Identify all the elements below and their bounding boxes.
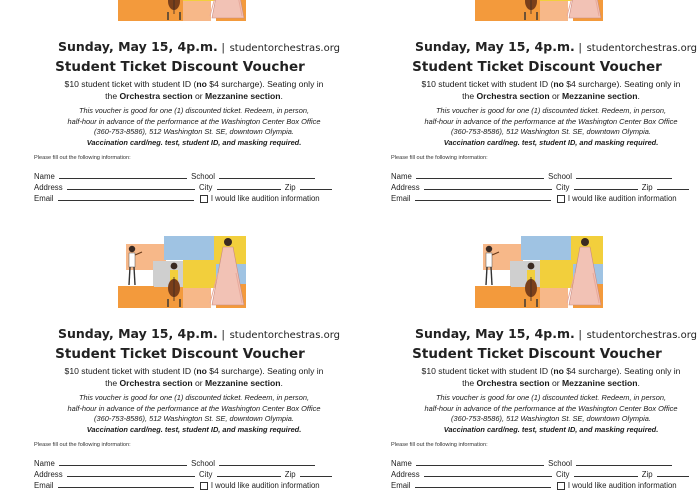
audition-label: I would like audition information	[210, 194, 320, 203]
audition-label: I would like audition information	[567, 481, 677, 490]
concert-illustration	[118, 233, 249, 308]
email-label: Email	[391, 194, 411, 203]
name-label: Name	[34, 459, 55, 468]
form-instructions: Please fill out the following information:	[34, 442, 131, 448]
city-field[interactable]	[574, 468, 638, 477]
info-form	[34, 170, 334, 203]
event-date: Sunday, May 15, 4p.m.	[415, 39, 575, 54]
city-field[interactable]	[574, 181, 638, 190]
zip-label: Zip	[641, 183, 653, 192]
city-label: City	[555, 470, 570, 479]
address-field[interactable]	[424, 181, 552, 190]
city-label: City	[198, 183, 213, 192]
email-field[interactable]	[58, 479, 194, 488]
voucher-title: Student Ticket Discount Voucher	[55, 346, 305, 362]
art-block	[540, 0, 573, 1]
art-block	[164, 236, 214, 260]
art-block	[540, 288, 568, 308]
checkbox-icon[interactable]	[200, 482, 208, 490]
concert-illustration	[475, 233, 606, 308]
zip-field[interactable]	[300, 181, 332, 190]
checkbox-icon[interactable]	[557, 195, 565, 203]
singer-illustration	[210, 0, 244, 18]
voucher-card	[367, 233, 700, 490]
art-block	[475, 0, 511, 21]
separator: |	[578, 42, 582, 54]
event-date-line	[415, 325, 700, 343]
art-block	[183, 260, 216, 288]
voucher-description: $10 student ticket with student ID (no $4 surcharge). Seating only in the Orchestra section or Mezzanine section.	[421, 79, 681, 101]
name-label: Name	[391, 172, 412, 181]
form-instructions: Please fill out the following information:	[391, 442, 488, 448]
art-block	[540, 1, 568, 21]
school-field[interactable]	[576, 457, 672, 466]
art-block	[521, 236, 571, 260]
name-field[interactable]	[416, 170, 544, 179]
email-field[interactable]	[415, 192, 551, 201]
audition-label: I would like audition information	[567, 194, 677, 203]
event-date-line	[415, 38, 700, 56]
zip-label: Zip	[284, 183, 296, 192]
address-field[interactable]	[424, 468, 552, 477]
art-block	[183, 1, 211, 21]
art-block	[475, 286, 511, 308]
email-field[interactable]	[58, 192, 194, 201]
school-field[interactable]	[219, 170, 315, 179]
event-date-line	[58, 325, 348, 343]
singer-illustration	[567, 0, 601, 18]
school-label: School	[548, 172, 572, 181]
email-field[interactable]	[415, 479, 551, 488]
concert-illustration	[475, 0, 606, 21]
city-field[interactable]	[217, 181, 281, 190]
form-instructions: Please fill out the following information:	[34, 155, 131, 161]
info-form	[391, 170, 691, 203]
separator: |	[221, 42, 225, 54]
voucher-terms: This voucher is good for one (1) discounted ticket. Redeem, in person, half-hour in advance of the performance at the Washington Center Box Office (360-753-8586), 512 Washington St. SE, downtown Olympia. Vaccination card/neg. test, student ID, and masking required.	[424, 393, 678, 434]
name-label: Name	[391, 459, 412, 468]
school-field[interactable]	[576, 170, 672, 179]
voucher-terms: This voucher is good for one (1) discounted ticket. Redeem, in person, half-hour in advance of the performance at the Washington Center Box Office (360-753-8586), 512 Washington St. SE, downtown Olympia. Vaccination card/neg. test, student ID, and masking required.	[424, 106, 678, 147]
voucher-terms: This voucher is good for one (1) discounted ticket. Redeem, in person, half-hour in advance of the performance at the Washington Center Box Office (360-753-8586), 512 Washington St. SE, downtown Olympia. Vaccination card/neg. test, student ID, and masking required.	[67, 106, 321, 147]
event-date: Sunday, May 15, 4p.m.	[58, 326, 218, 341]
voucher-title: Student Ticket Discount Voucher	[412, 346, 662, 362]
voucher-title: Student Ticket Discount Voucher	[55, 59, 305, 75]
voucher-card	[10, 233, 350, 490]
name-field[interactable]	[59, 457, 187, 466]
form-instructions: Please fill out the following information:	[391, 155, 488, 161]
school-label: School	[191, 172, 215, 181]
zip-label: Zip	[641, 470, 653, 479]
separator: |	[221, 329, 225, 341]
website-link[interactable]: studentorchestras.org	[229, 330, 340, 341]
zip-field[interactable]	[300, 468, 332, 477]
info-form	[34, 457, 334, 490]
voucher-card	[10, 0, 350, 203]
school-field[interactable]	[219, 457, 315, 466]
separator: |	[578, 329, 582, 341]
zip-field[interactable]	[657, 181, 689, 190]
voucher-description: $10 student ticket with student ID (no $4 surcharge). Seating only in the Orchestra section or Mezzanine section.	[421, 366, 681, 388]
address-label: Address	[34, 470, 63, 479]
city-field[interactable]	[217, 468, 281, 477]
voucher-description: $10 student ticket with student ID (no $4 surcharge). Seating only in the Orchestra section or Mezzanine section.	[64, 366, 324, 388]
website-link[interactable]: studentorchestras.org	[586, 330, 697, 341]
checkbox-icon[interactable]	[200, 195, 208, 203]
info-form	[391, 457, 691, 490]
name-label: Name	[34, 172, 55, 181]
voucher-card	[367, 0, 700, 203]
email-label: Email	[34, 481, 54, 490]
address-label: Address	[391, 183, 420, 192]
event-date-line	[58, 38, 348, 56]
voucher-title: Student Ticket Discount Voucher	[412, 59, 662, 75]
voucher-terms: This voucher is good for one (1) discounted ticket. Redeem, in person, half-hour in advance of the performance at the Washington Center Box Office (360-753-8586), 512 Washington St. SE, downtown Olympia. Vaccination card/neg. test, student ID, and masking required.	[67, 393, 321, 434]
address-field[interactable]	[67, 468, 195, 477]
concert-illustration	[118, 0, 249, 21]
audition-label: I would like audition information	[210, 481, 320, 490]
website-link[interactable]: studentorchestras.org	[229, 43, 340, 54]
event-date: Sunday, May 15, 4p.m.	[415, 326, 575, 341]
art-block	[183, 0, 216, 1]
event-date: Sunday, May 15, 4p.m.	[58, 39, 218, 54]
checkbox-icon[interactable]	[557, 482, 565, 490]
address-field[interactable]	[67, 181, 195, 190]
art-block	[118, 286, 154, 308]
email-label: Email	[34, 194, 54, 203]
art-block	[540, 260, 573, 288]
zip-label: Zip	[284, 470, 296, 479]
city-label: City	[198, 470, 213, 479]
art-block	[183, 288, 211, 308]
name-field[interactable]	[59, 170, 187, 179]
address-label: Address	[391, 470, 420, 479]
school-label: School	[191, 459, 215, 468]
voucher-description: $10 student ticket with student ID (no $4 surcharge). Seating only in the Orchestra section or Mezzanine section.	[64, 79, 324, 101]
city-label: City	[555, 183, 570, 192]
art-block	[118, 0, 154, 21]
address-label: Address	[34, 183, 63, 192]
website-link[interactable]: studentorchestras.org	[586, 43, 697, 54]
email-label: Email	[391, 481, 411, 490]
school-label: School	[548, 459, 572, 468]
name-field[interactable]	[416, 457, 544, 466]
zip-field[interactable]	[657, 468, 689, 477]
